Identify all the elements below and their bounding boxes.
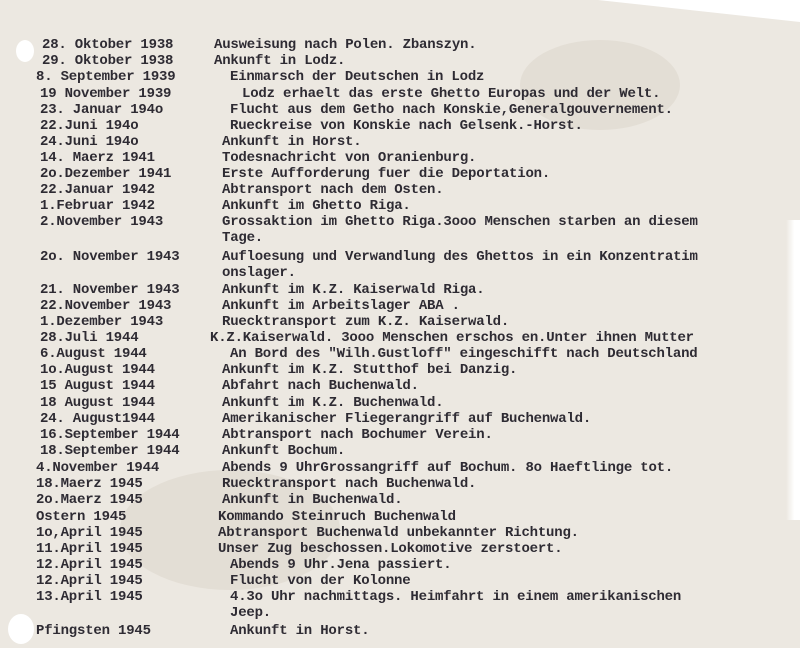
entry-event: Abtransport nach dem Osten. — [222, 182, 444, 198]
entry-event-continuation: Tage. — [222, 230, 264, 246]
entry-event: Ankunft im K.Z. Stutthof bei Danzig. — [222, 362, 518, 378]
entry-event: Aufloesung und Verwandlung des Ghettos in ein Konzentratim — [222, 249, 698, 265]
entry-event: Einmarsch der Deutschen in Lodz — [230, 69, 485, 85]
entry-event: Ausweisung nach Polen. Zbanszyn. — [214, 37, 477, 53]
entry-event: Grossaktion im Ghetto Riga.3ooo Menschen starben an diesem — [222, 214, 698, 230]
entry-date: 2o. November 1943 — [40, 249, 180, 265]
entry-event: Ruecktransport zum K.Z. Kaiserwald. — [222, 314, 510, 330]
entry-date: 16.September 1944 — [40, 427, 180, 443]
entry-event: Rueckreise von Konskie nach Gelsenk.-Horst. — [230, 118, 583, 134]
punch-hole — [16, 40, 34, 62]
entry-date: 15 August 1944 — [40, 378, 155, 394]
entry-event: Abends 9 UhrGrossangriff auf Bochum. 8o Haeftlinge tot. — [222, 460, 674, 476]
entry-event: Ankunft in Buchenwald. — [222, 492, 403, 508]
entry-event: Flucht von der Kolonne — [230, 573, 411, 589]
entry-date: 11.April 1945 — [36, 541, 143, 557]
entry-event: Unser Zug beschossen.Lokomotive zerstoert. — [218, 541, 563, 557]
entry-event: Ankunft in Horst. — [230, 623, 370, 639]
entry-date: 1.Februar 1942 — [40, 198, 155, 214]
entry-event-continuation: onslager. — [222, 265, 296, 281]
entry-date: 2o.Dezember 1941 — [40, 166, 172, 182]
entry-date: 4.November 1944 — [36, 460, 160, 476]
entry-event: An Bord des "Wilh.Gustloff" eingeschifft nach Deutschland — [230, 346, 698, 362]
entry-date: 13.April 1945 — [36, 589, 143, 605]
entry-event: Lodz erhaelt das erste Ghetto Europas und der Welt. — [242, 86, 661, 102]
entry-date: 18 August 1944 — [40, 395, 155, 411]
entry-date: 23. Januar 194o — [40, 102, 164, 118]
entry-date: 6.August 1944 — [40, 346, 147, 362]
entry-date: 2.November 1943 — [40, 214, 164, 230]
entry-date: 18.Maerz 1945 — [36, 476, 143, 492]
entry-date: 12.April 1945 — [36, 557, 143, 573]
entry-event: Ankunft in Lodz. — [214, 53, 346, 69]
entry-date: 1o,April 1945 — [36, 525, 143, 541]
entry-event: Abtransport Buchenwald unbekannter Richtung. — [218, 525, 579, 541]
entry-event: Ankunft in Horst. — [222, 134, 362, 150]
entry-date: Ostern 1945 — [36, 509, 127, 525]
entry-event: Ankunft im Arbeitslager ABA . — [222, 298, 460, 314]
entry-date: 24. August1944 — [40, 411, 155, 427]
entry-event: Ankunft im Ghetto Riga. — [222, 198, 411, 214]
entry-event: Kommando Steinruch Buchenwald — [218, 509, 456, 525]
punch-hole — [8, 614, 34, 644]
entry-date: 1.Dezember 1943 — [40, 314, 164, 330]
entry-date: 14. Maerz 1941 — [40, 150, 155, 166]
entry-event: Erste Aufforderung fuer die Deportation. — [222, 166, 551, 182]
torn-corner — [598, 0, 800, 22]
entry-event: K.Z.Kaiserwald. 3ooo Menschen erschos en.Unter ihnen Mutter — [210, 330, 694, 346]
entry-event: Ankunft im K.Z. Buchenwald. — [222, 395, 444, 411]
paper-edge — [786, 220, 800, 520]
entry-event: Abfahrt nach Buchenwald. — [222, 378, 419, 394]
entry-event: Abends 9 Uhr.Jena passiert. — [230, 557, 452, 573]
entry-date: 29. Oktober 1938 — [42, 53, 174, 69]
entry-event: Flucht aus dem Getho nach Konskie,Generalgouvernement. — [230, 102, 673, 118]
entry-date: 28.Juli 1944 — [40, 330, 139, 346]
entry-date: 28. Oktober 1938 — [42, 37, 174, 53]
entry-event-continuation: Jeep. — [230, 605, 272, 621]
entry-date: 8. September 1939 — [36, 69, 176, 85]
entry-event: Ankunft Bochum. — [222, 443, 346, 459]
entry-date: 21. November 1943 — [40, 282, 180, 298]
entry-date: 12.April 1945 — [36, 573, 143, 589]
entry-date: 22.November 1943 — [40, 298, 172, 314]
entry-date: 2o.Maerz 1945 — [36, 492, 143, 508]
entry-date: Pfingsten 1945 — [36, 623, 151, 639]
entry-date: 18.September 1944 — [40, 443, 180, 459]
entry-event: Todesnachricht von Oranienburg. — [222, 150, 477, 166]
entry-date: 1o.August 1944 — [40, 362, 155, 378]
entry-event: Abtransport nach Bochumer Verein. — [222, 427, 493, 443]
entry-event: Ankunft im K.Z. Kaiserwald Riga. — [222, 282, 485, 298]
entry-event: Amerikanischer Fliegerangriff auf Buchenwald. — [222, 411, 592, 427]
entry-date: 22.Juni 194o — [40, 118, 139, 134]
entry-event: 4.3o Uhr nachmittags. Heimfahrt in einem amerikanischen — [230, 589, 682, 605]
entry-event: Ruecktransport nach Buchenwald. — [222, 476, 477, 492]
entry-date: 19 November 1939 — [40, 86, 172, 102]
entry-date: 24.Juni 194o — [40, 134, 139, 150]
entry-date: 22.Januar 1942 — [40, 182, 155, 198]
